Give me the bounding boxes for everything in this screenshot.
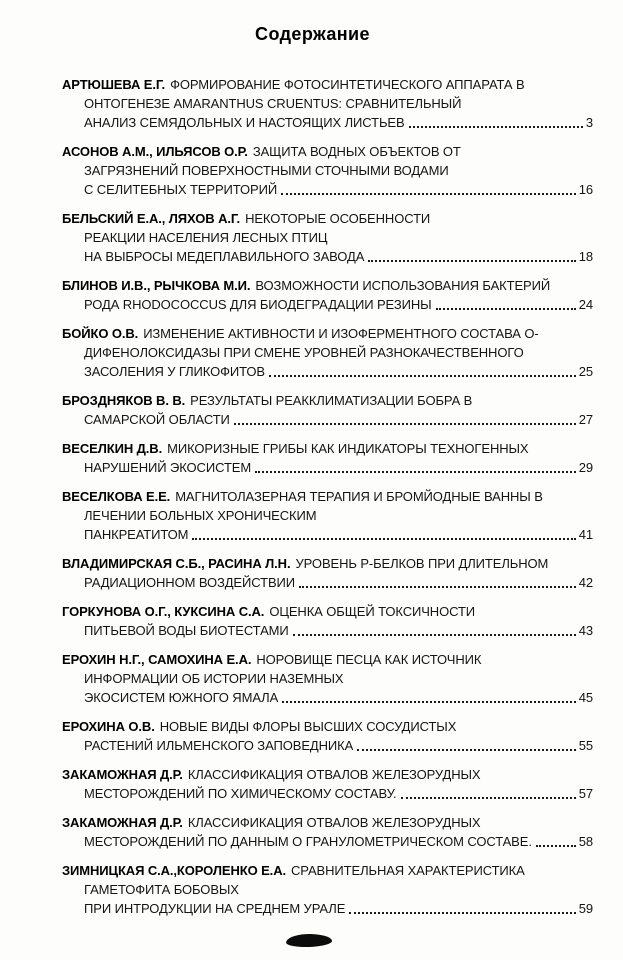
entry-page-number: 3 <box>585 115 593 130</box>
entry-line <box>62 295 593 314</box>
entry-page-number: 55 <box>578 738 593 753</box>
entry-page-number: 43 <box>578 623 593 638</box>
entry-page-number: 29 <box>578 460 593 475</box>
entry-page-number: 45 <box>578 690 593 705</box>
entry-title-text: ПРИ ИНТРОДУКЦИИ НА СРЕДНЕМ УРАЛЕ <box>84 901 346 916</box>
toc-entry <box>62 554 593 592</box>
toc-entry <box>62 765 593 803</box>
entry-line <box>62 391 593 410</box>
entry-title-text: НЕКОТОРЫЕ ОСОБЕННОСТИ <box>245 211 431 226</box>
toc-entry <box>62 813 593 851</box>
dot-leader <box>192 538 575 540</box>
entry-line <box>62 899 593 918</box>
dot-leader <box>409 126 583 128</box>
entry-line <box>62 439 593 458</box>
entry-title-text: ОЦЕНКА ОБЩЕЙ ТОКСИЧНОСТИ <box>269 604 476 619</box>
entry-title-text: ВОЗМОЖНОСТИ ИСПОЛЬЗОВАНИЯ БАКТЕРИЙ <box>255 278 551 293</box>
entry-line <box>62 142 593 161</box>
entry-title-text: ПАНКРЕАТИТОМ <box>84 527 189 542</box>
entry-title-text: МИКОРИЗНЫЕ ГРИБЫ КАК ИНДИКАТОРЫ ТЕХНОГЕННЫХ <box>167 441 529 456</box>
toc-entry <box>62 650 593 707</box>
entry-title-text: КЛАССИФИКАЦИЯ ОТВАЛОВ ЖЕЛЕЗОРУДНЫХ <box>187 815 481 830</box>
entry-authors: ВЕСЕЛКОВА Е.Е. <box>62 489 171 504</box>
entry-line <box>62 650 593 669</box>
entry-line <box>62 75 593 94</box>
entry-title-text: ФОРМИРОВАНИЕ ФОТОСИНТЕТИЧЕСКОГО АППАРАТА В <box>170 77 525 92</box>
toc-entry <box>62 324 593 381</box>
entry-title-text: ЗАГРЯЗНЕНИЙ ПОВЕРХНОСТНЫМИ СТОЧНЫМИ ВОДАМИ <box>84 163 449 178</box>
entry-line <box>62 343 593 362</box>
entry-line <box>62 161 593 180</box>
dot-leader <box>281 193 576 195</box>
dot-leader <box>234 423 576 425</box>
entry-line <box>62 362 593 381</box>
entry-line <box>62 525 593 544</box>
entry-title-text: МЕСТОРОЖДЕНИЙ ПО ХИМИЧЕСКОМУ СОСТАВУ. <box>84 786 397 801</box>
entry-page-number: 42 <box>578 575 593 590</box>
entry-title-text: ЗАЩИТА ВОДНЫХ ОБЪЕКТОВ ОТ <box>252 144 461 159</box>
dot-leader <box>255 471 576 473</box>
dot-leader <box>282 701 576 703</box>
entry-line <box>62 765 593 784</box>
toc-entry <box>62 439 593 477</box>
dot-leader <box>349 912 575 914</box>
page-title: Содержание <box>255 24 370 44</box>
toc-entry <box>62 276 593 314</box>
entry-title-text: ЛЕЧЕНИИ БОЛЬНЫХ ХРОНИЧЕСКИМ <box>84 508 317 523</box>
dot-leader <box>401 797 576 799</box>
dot-leader <box>299 586 576 588</box>
entry-line <box>62 573 593 592</box>
entry-title-text: ИНФОРМАЦИИ ОБ ИСТОРИИ НАЗЕМНЫХ <box>84 671 344 686</box>
entry-line <box>62 180 593 199</box>
toc-entry <box>62 142 593 199</box>
entry-authors: ЗИМНИЦКАЯ С.А.,КОРОЛЕНКО Е.А. <box>62 863 286 878</box>
entry-page-number: 58 <box>578 834 593 849</box>
entry-page-number: 25 <box>578 364 593 379</box>
entry-line <box>62 94 593 113</box>
entry-title-text: ПИТЬЕВОЙ ВОДЫ БИОТЕСТАМИ <box>84 623 289 638</box>
entry-title-text: СРАВНИТЕЛЬНАЯ ХАРАКТЕРИСТИКА <box>291 863 525 878</box>
entry-line <box>62 506 593 525</box>
entry-page-number: 24 <box>578 297 593 312</box>
entry-page-number: 41 <box>578 527 593 542</box>
dot-leader <box>536 845 576 847</box>
entry-line <box>62 669 593 688</box>
toc-entry <box>62 209 593 266</box>
entry-line <box>62 832 593 851</box>
entry-line <box>62 458 593 477</box>
entry-title-text: ДИФЕНОЛОКСИДАЗЫ ПРИ СМЕНЕ УРОВНЕЙ РАЗНОКАЧЕСТВЕННОГО <box>84 345 524 360</box>
toc-entry <box>62 75 593 132</box>
dot-leader <box>368 260 575 262</box>
entry-line <box>62 880 593 899</box>
dot-leader <box>269 375 576 377</box>
entry-line <box>62 487 593 506</box>
dot-leader <box>357 749 576 751</box>
entry-authors: ЕРОХИН Н.Г., САМОХИНА Е.А. <box>62 652 252 667</box>
entry-authors: ЕРОХИНА О.В. <box>62 719 155 734</box>
entry-title-text: ЗАСОЛЕНИЯ У ГЛИКОФИТОВ <box>84 364 265 379</box>
entry-title-text: УРОВЕНЬ Р-БЕЛКОВ ПРИ ДЛИТЕЛЬНОМ <box>295 556 549 571</box>
entry-title-text: РОДА RHODOCOCCUS ДЛЯ БИОДЕГРАДАЦИИ РЕЗИНЫ <box>84 297 432 312</box>
entry-title-text: НОВЫЕ ВИДЫ ФЛОРЫ ВЫСШИХ СОСУДИСТЫХ <box>159 719 457 734</box>
entry-line <box>62 861 593 880</box>
entry-authors: ЗАКАМОЖНАЯ Д.Р. <box>62 815 183 830</box>
entry-title-text: МАГНИТОЛАЗЕРНАЯ ТЕРАПИЯ И БРОМЙОДНЫЕ ВАННЫ В <box>175 489 543 504</box>
entry-line <box>62 324 593 343</box>
entry-line <box>62 276 593 295</box>
entry-authors: БЕЛЬСКИЙ Е.А., ЛЯХОВ А.Г. <box>62 211 241 226</box>
scan-artifact <box>286 933 332 948</box>
entry-title-text: МЕСТОРОЖДЕНИЙ ПО ДАННЫМ О ГРАНУЛОМЕТРИЧЕСКОМ СОСТАВЕ. <box>84 834 532 849</box>
dot-leader <box>436 308 576 310</box>
toc-entry <box>62 861 593 918</box>
entry-page-number: 57 <box>578 786 593 801</box>
entry-line <box>62 113 593 132</box>
entry-authors: АСОНОВ А.М., ИЛЬЯСОВ О.Р. <box>62 144 248 159</box>
entry-line <box>62 621 593 640</box>
entry-line <box>62 228 593 247</box>
entry-authors: ЗАКАМОЖНАЯ Д.Р. <box>62 767 183 782</box>
entry-line <box>62 717 593 736</box>
entry-title-text: НАРУШЕНИЙ ЭКОСИСТЕМ <box>84 460 252 475</box>
entry-title-text: НОРОВИЩЕ ПЕСЦА КАК ИСТОЧНИК <box>256 652 482 667</box>
toc-entry <box>62 717 593 755</box>
entry-title-text: ОНТОГЕНЕЗЕ AMARANTHUS CRUENTUS: СРАВНИТЕЛЬНЫЙ <box>84 96 462 111</box>
entry-authors: БОЙКО О.В. <box>62 326 139 341</box>
entry-title-text: КЛАССИФИКАЦИЯ ОТВАЛОВ ЖЕЛЕЗОРУДНЫХ <box>187 767 481 782</box>
entry-title-text: САМАРСКОЙ ОБЛАСТИ <box>84 412 230 427</box>
entry-title-text: ИЗМЕНЕНИЕ АКТИВНОСТИ И ИЗОФЕРМЕНТНОГО СОСТАВА О- <box>143 326 539 341</box>
dot-leader <box>293 634 576 636</box>
entry-title-text: РАДИАЦИОННОМ ВОЗДЕЙСТВИИ <box>84 575 296 590</box>
entry-line <box>62 784 593 803</box>
entry-title-text: РЕЗУЛЬТАТЫ РЕАККЛИМАТИЗАЦИИ БОБРА В <box>190 393 473 408</box>
entry-title-text: НА ВЫБРОСЫ МЕДЕПЛАВИЛЬНОГО ЗАВОДА <box>84 249 365 264</box>
entry-title-text: РЕАКЦИИ НАСЕЛЕНИЯ ЛЕСНЫХ ПТИЦ <box>84 230 328 245</box>
entry-line <box>62 813 593 832</box>
toc-entry <box>62 391 593 429</box>
entry-title-text: ЭКОСИСТЕМ ЮЖНОГО ЯМАЛА <box>84 690 279 705</box>
entry-authors: БРОЗДНЯКОВ В. В. <box>62 393 186 408</box>
entry-line <box>62 209 593 228</box>
entry-title-text: С СЕЛИТЕБНЫХ ТЕРРИТОРИЙ <box>84 182 278 197</box>
entry-line <box>62 736 593 755</box>
entry-title-text: ГАМЕТОФИТА БОБОВЫХ <box>84 882 239 897</box>
entry-authors: БЛИНОВ И.В., РЫЧКОВА М.И. <box>62 278 251 293</box>
entry-page-number: 27 <box>578 412 593 427</box>
entry-authors: АРТЮШЕВА Е.Г. <box>62 77 166 92</box>
entry-line <box>62 688 593 707</box>
entry-page-number: 59 <box>578 901 593 916</box>
entry-line <box>62 602 593 621</box>
entry-title-text: АНАЛИЗ СЕМЯДОЛЬНЫХ И НАСТОЯЩИХ ЛИСТЬЕВ <box>84 115 405 130</box>
entry-line <box>62 554 593 573</box>
entry-line <box>62 247 593 266</box>
toc-entry <box>62 487 593 544</box>
entry-authors: ВЕСЕЛКИН Д.В. <box>62 441 163 456</box>
toc-entry <box>62 602 593 640</box>
toc-entry-list <box>62 75 593 918</box>
entry-title-text: РАСТЕНИЙ ИЛЬМЕНСКОГО ЗАПОВЕДНИКА <box>84 738 354 753</box>
entry-authors: ВЛАДИМИРСКАЯ С.Б., РАСИНА Л.Н. <box>62 556 291 571</box>
entry-line <box>62 410 593 429</box>
entry-page-number: 16 <box>578 182 593 197</box>
entry-authors: ГОРКУНОВА О.Г., КУКСИНА С.А. <box>62 604 265 619</box>
entry-page-number: 18 <box>578 249 593 264</box>
